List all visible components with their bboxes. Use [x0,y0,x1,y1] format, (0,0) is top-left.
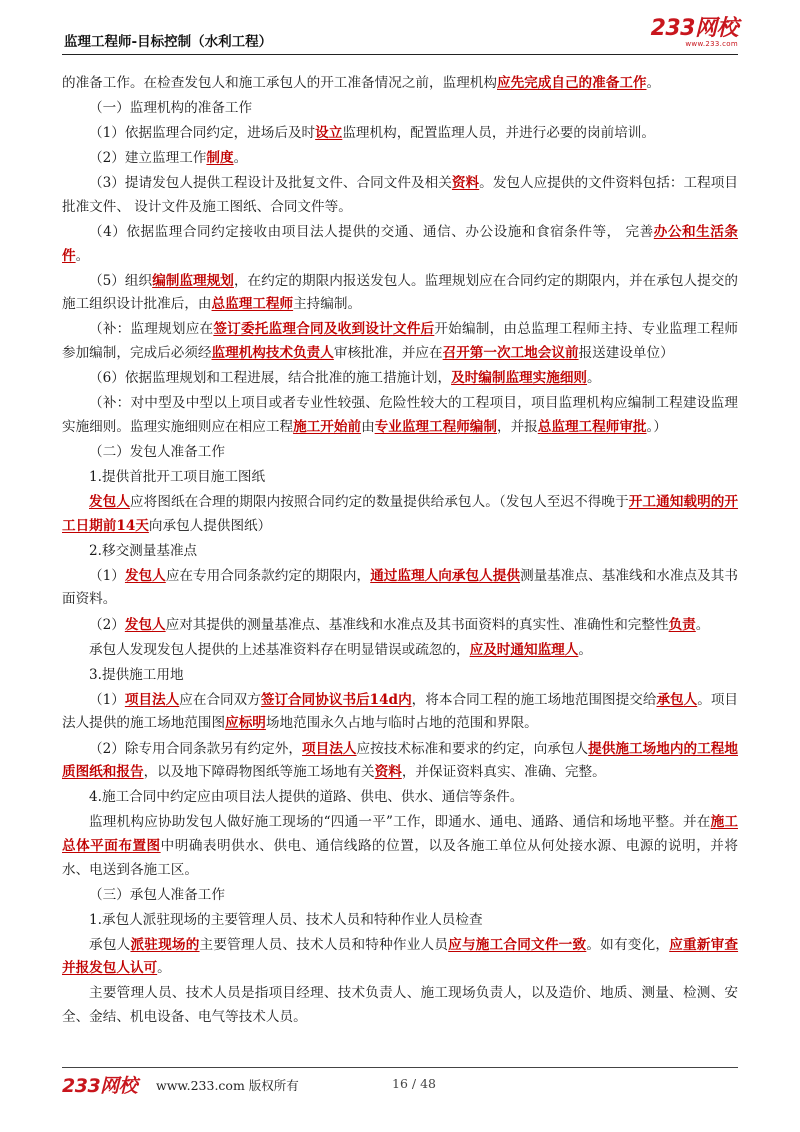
key-phrase: 及时编制监理实施细则 [451,370,588,387]
text-run: （4）依据监理合同约定接收由项目法人提供的交通、通信、办公设施和食宿条件等， 完善 [89,224,654,241]
text-run: 2.移交测量基准点 [89,542,198,559]
key-phrase: 编制监理规划 [152,272,234,289]
text-run: （2） [89,616,125,633]
paragraph [62,884,738,908]
text-run: （补：对中型及中型以上项目或者专业性较强、危险性较大的工程项目，项目监理机构应编制工程建设监理实施细则。监理实施细则应在相应工程 [62,395,738,435]
key-phrase: 设立 [315,125,343,142]
key-phrase: 召开第一次工地会议前 [442,345,579,362]
text-run: 3.提供施工用地 [89,666,184,683]
paragraph [62,664,738,688]
text-run: 。 [587,370,601,387]
text-run: 承包人 [89,936,131,953]
text-run: 应将图纸在合理的期限内按照合同约定的数量提供给承包人。（发包人至迟不得晚于 [130,494,629,511]
paragraph [62,318,738,365]
key-phrase: 应及时通知监理人 [469,641,579,658]
text-run: （2）除专用合同条款另有约定外， [89,740,303,757]
key-phrase: 开工通知载明的开工日期前14天 [62,494,739,534]
key-phrase: 总监理工程师审批 [537,418,647,435]
key-phrase: 派驻现场的 [130,936,200,953]
text-run: ，并报 [497,418,538,435]
text-run: （三）承包人准备工作 [89,886,225,903]
key-phrase: 承包人 [656,691,698,708]
key-phrase: 办公和生活条件 [62,224,739,264]
text-run: （1）依据监理合同约定，进场后及时 [89,125,316,142]
page-footer [62,1067,738,1098]
logo-url: www.233.com [685,40,738,48]
paragraph [62,466,738,490]
paragraph [62,540,738,564]
text-run: 应按技术标准和要求的约定，向承包人 [356,740,589,757]
text-run: 开始编制，由总监理工程师主持、专业监理工程师参加编制，完成后必须经 [62,321,739,362]
text-run: 场地范围永久占地与临时占地的范围和界限。 [265,715,538,732]
text-run: 的准备工作。在检查发包人和施工承包人的开工准备情况之前，监理机构 [62,75,497,91]
text-run: 。 [578,641,592,658]
text-run: （2）建立监理工作 [89,150,207,167]
paragraph [62,72,738,96]
key-phrase: 签订委托监理合同及收到设计文件后 [213,321,435,338]
text-run: （补：监理规划应在 [89,321,214,338]
text-run: 应在专用合同条款约定的期限内， [165,567,371,584]
document-body [62,72,738,1031]
key-phrase: 专业监理工程师编制 [374,418,497,435]
text-run: （3）提请发包人提供工程设计及批复文件、合同文件及相关 [89,175,452,192]
paragraph [62,909,738,933]
footer-copyright: www.233.com 版权所有 [156,1078,299,1093]
page-header [62,18,738,55]
text-run: 主要管理人员、技术人员是指项目经理、技术负责人、施工现场负责人，以及造价、地质、测量、检测、安全、金结、机电设备、电气等技术人员。 [62,985,738,1026]
text-run: 4.施工合同中约定应由项目法人提供的道路、供电、供水、通信等条件。 [89,789,524,806]
paragraph [62,565,738,612]
key-phrase: 施工开始前 [293,418,362,435]
paragraph [62,982,738,1029]
text-run: （一）监理机构的准备工作 [89,100,253,117]
key-phrase: 监理机构技术负责人 [211,345,334,362]
text-run: 。） [646,418,667,435]
text-run: （二）发包人准备工作 [89,443,225,460]
text-run: 应在合同双方 [179,691,261,708]
paragraph [62,614,738,638]
text-run: （1） [89,691,125,708]
text-run: 。发包人应提供的文件资料包括：工程项目批准文件、 设计文件及施工图纸、合同文件等。 [62,175,739,215]
text-run: 主持编制。 [293,296,362,313]
text-run: 测量基准点、基准线和水准点及其书面资料。 [62,567,739,608]
key-phrase: 资料 [374,764,402,781]
paragraph [62,172,738,219]
paragraph [62,122,738,146]
key-phrase: 资料 [451,175,480,192]
paragraph [62,786,738,810]
key-phrase: 应标明 [225,715,266,732]
key-phrase: 发包人 [124,616,166,633]
text-run: 主要管理人员、技术人员和特种作业人员 [199,936,449,953]
paragraph [62,441,738,465]
paragraph [62,689,738,736]
text-run: 。 [646,75,661,91]
key-phrase: 项目法人 [124,691,180,708]
text-run: 应对其提供的测量基准点、基准线和水准点及其书面资料的真实性、准确性和完整性 [165,616,669,633]
text-run: 报送建设单位） [578,345,674,362]
text-run: 向承包人提供图纸） [148,517,272,534]
key-phrase: 应与施工合同文件一致 [448,936,587,953]
paragraph [62,811,738,882]
paragraph [62,270,738,317]
text-run: 。如有变化， [586,936,670,953]
text-run: 。 [695,616,710,633]
key-phrase: 通过监理人向承包人提供 [370,567,521,584]
key-phrase: 制度 [206,150,234,167]
key-phrase: 签订合同协议书后14d内 [260,691,412,708]
paragraph [62,97,738,121]
text-run: 。 [157,960,171,977]
key-phrase: 项目法人 [302,740,357,757]
key-phrase: 应先完成自己的准备工作 [497,75,647,91]
key-phrase: 发包人 [89,494,130,511]
paragraph [62,392,738,439]
text-run: 。 [233,150,248,167]
text-run: 1.提供首批开工项目施工图纸 [89,469,266,485]
page-number: 16 / 48 [392,1076,436,1091]
text-run: ，将本合同工程的施工场地范围图提交给 [411,691,657,708]
text-run: 监理机构，配置监理人员，并进行必要的岗前培训。 [342,125,655,142]
text-run: ，并保证资料真实、准确、完整。 [401,764,606,781]
text-run: （5）组织 [89,272,153,289]
key-phrase: 发包人 [124,567,166,584]
key-phrase: 提供施工场地内的工程地质图纸和报告 [62,740,739,781]
text-run: （1） [89,567,125,584]
text-run: 1.承包人派驻现场的主要管理人员、技术人员和特种作业人员检查 [89,911,483,928]
text-run: 承包人发现发包人提供的上述基准资料存在明显错误或疏忽的， [89,641,470,658]
text-run: （6）依据监理规划和工程进展，结合批准的施工措施计划， [89,370,452,387]
key-phrase: 施工总体平面布置图 [62,814,738,854]
key-phrase: 总监理工程师 [211,296,294,313]
paragraph [62,639,738,663]
text-run: 监理机构应协助发包人做好施工现场的“四通一平”工作，即通水、通电、通路、通信和场地平整。并在 [89,814,711,831]
text-run: 审核批准，并应在 [333,345,443,362]
paragraph [62,221,738,268]
text-run: ，在约定的期限内报送发包人。监理规划应在合同约定的期限内，并在承包人提交的施工组织设计批准后，由 [62,272,739,313]
paragraph [62,367,738,391]
logo-text: 233网校 [650,16,738,41]
paragraph [62,934,738,981]
paragraph [62,738,738,785]
paragraph [62,147,738,171]
text-run: 中明确表明供水、供电、通信线路的位置，以及各施工单位从何处接水源、电源的说明，并将水、电送到各施工区。 [62,837,738,878]
footer-logo: 233网校 [62,1075,138,1097]
text-run: ，以及地下障碍物图纸等施工场地有关 [143,764,375,781]
text-run: 。项目法人提供的施工场地范围图 [62,691,739,732]
brand-logo[interactable] [651,18,738,48]
text-run: 由 [361,418,375,435]
key-phrase: 应重新审查并报发包人认可 [62,936,739,977]
key-phrase: 负责 [668,616,696,633]
paragraph [62,491,738,538]
document-title: 监理工程师-目标控制（水利工程） [64,34,273,50]
text-run: 。 [75,247,90,264]
